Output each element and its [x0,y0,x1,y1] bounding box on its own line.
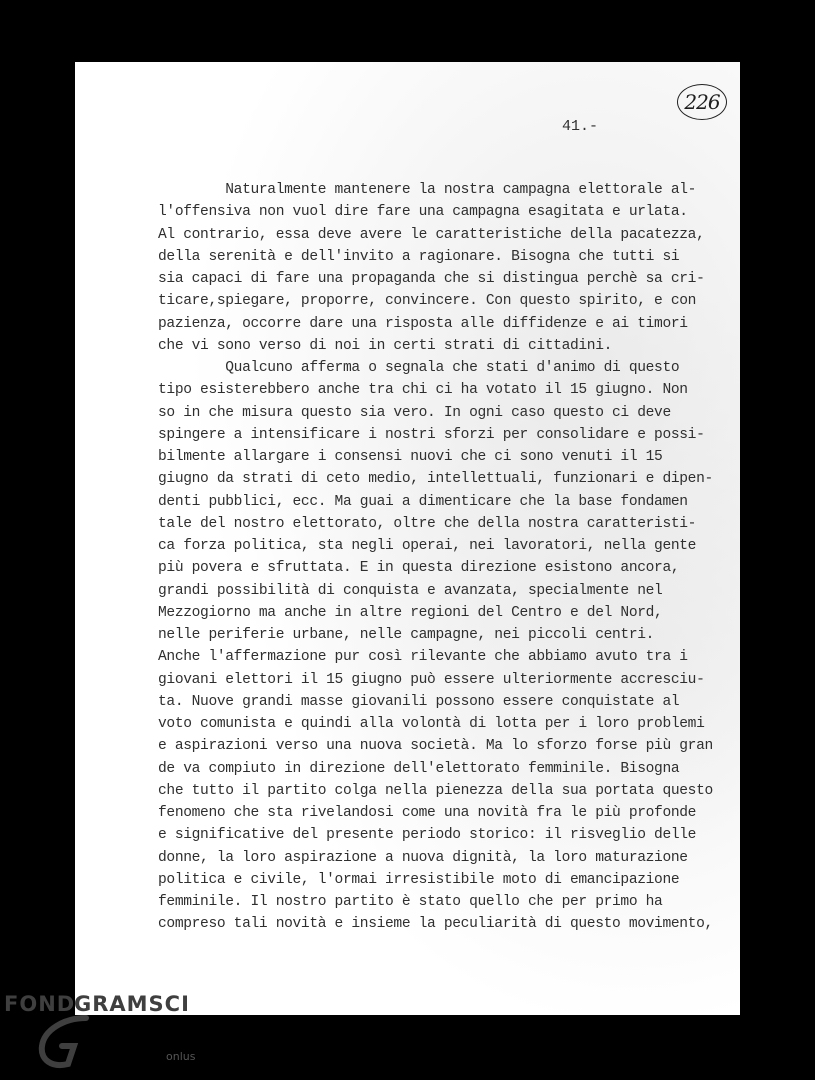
text-line: nelle periferie urbane, nelle campagne, nei piccoli centri. [158,627,655,643]
text-line: donne, la loro aspirazione a nuova dignità, la loro maturazione [158,849,688,866]
text-line: tipo esisterebbero anche tra chi ci ha votato il 15 giugno. Non [158,382,688,399]
text-line: bilmente allargare i consensi nuovi che ci sono venuti il 15 [158,449,663,465]
text-line: spingere a intensificare i nostri sforzi per consolidare e possi- [158,426,705,443]
watermark-word-onlus: onlus [166,1050,196,1063]
text-line: che tutto il partito colga nella pienezza della sua portata questo [158,782,713,799]
text-line: che vi sono verso di noi in certi strati di cittadini. [158,337,613,354]
watermark-word-gramsci: GRAMSCI [74,992,190,1016]
text-line: denti pubblici, ecc. Ma guai a dimenticare che la base fondamen [158,493,688,510]
fondazione-gramsci-watermark [4,990,214,1074]
text-line: ticare,spiegare, proporre, convincere. Con questo spirito, e con [158,293,697,310]
text-line: ta. Nuove grandi masse giovanili possono essere conquistate al [158,693,680,710]
text-line: de va compiuto in direzione dell'elettorato femminile. Bisogna [158,760,680,777]
text-line: Naturalmente mantenere la nostra campagna elettorale al- [158,182,697,198]
text-line: sia capaci di fare una propaganda che si distingua perchè sa cri- [158,271,705,287]
text-line: l'offensiva non vuol dire fare una campagna esagitata e urlata. [158,204,688,221]
text-line: so in che misura questo sia vero. In ogni caso questo ci deve [158,404,671,421]
text-line: grandi possibilità di conquista e avanzata, specialmente nel [158,582,663,599]
text-line: pazienza, occorre dare una risposta alle diffidenze e ai timori [158,315,688,332]
text-line: Al contrario, essa deve avere le caratteristiche della pacatezza, [158,226,705,243]
watermark-word-fond: FOND [4,992,76,1016]
document-page [75,62,740,1015]
text-line: Mezzogiorno ma anche in altre regioni del Centro e del Nord, [158,604,663,621]
text-line: e significative del presente periodo storico: il risveglio delle [158,827,697,844]
text-line: Qualcuno afferma o segnala che stati d'animo di questo [158,360,680,376]
swoosh-logo-icon [34,1012,94,1072]
text-line: più povera e sfruttata. E in questa direzione esistono ancora, [158,560,680,577]
text-line: fenomeno che sta rivelandosi come una novità fra le più profonde [158,805,697,821]
text-line: compreso tali novità e insieme la peculiarità di questo movimento, [158,916,713,933]
text-line: Anche l'affermazione pur così rilevante che abbiamo avuto tra i [158,649,688,666]
archive-stamp-number: 226 [677,84,727,120]
text-line: e aspirazioni verso una nuova società. Ma lo sforzo forse più gran [158,738,713,755]
page-number: 41.- [562,118,599,135]
typed-text-body [158,179,733,936]
text-line: voto comunista e quindi alla volontà di lotta per i loro problemi [158,716,705,732]
text-line: politica e civile, l'ormai irresistibile moto di emancipazione [158,871,680,888]
text-line: ca forza politica, sta negli operai, nei lavoratori, nella gente [158,538,697,554]
text-line: della serenità e dell'invito a ragionare. Bisogna che tutti si [158,248,680,265]
text-line: tale del nostro elettorato, oltre che della nostra caratteristi- [158,515,697,532]
text-line: giovani elettori il 15 giugno può essere ulteriormente accresciu- [158,671,705,688]
text-line: femminile. Il nostro partito è stato quello che per primo ha [158,894,663,910]
text-line: giugno da strati di ceto medio, intellettuali, funzionari e dipen- [158,471,713,488]
